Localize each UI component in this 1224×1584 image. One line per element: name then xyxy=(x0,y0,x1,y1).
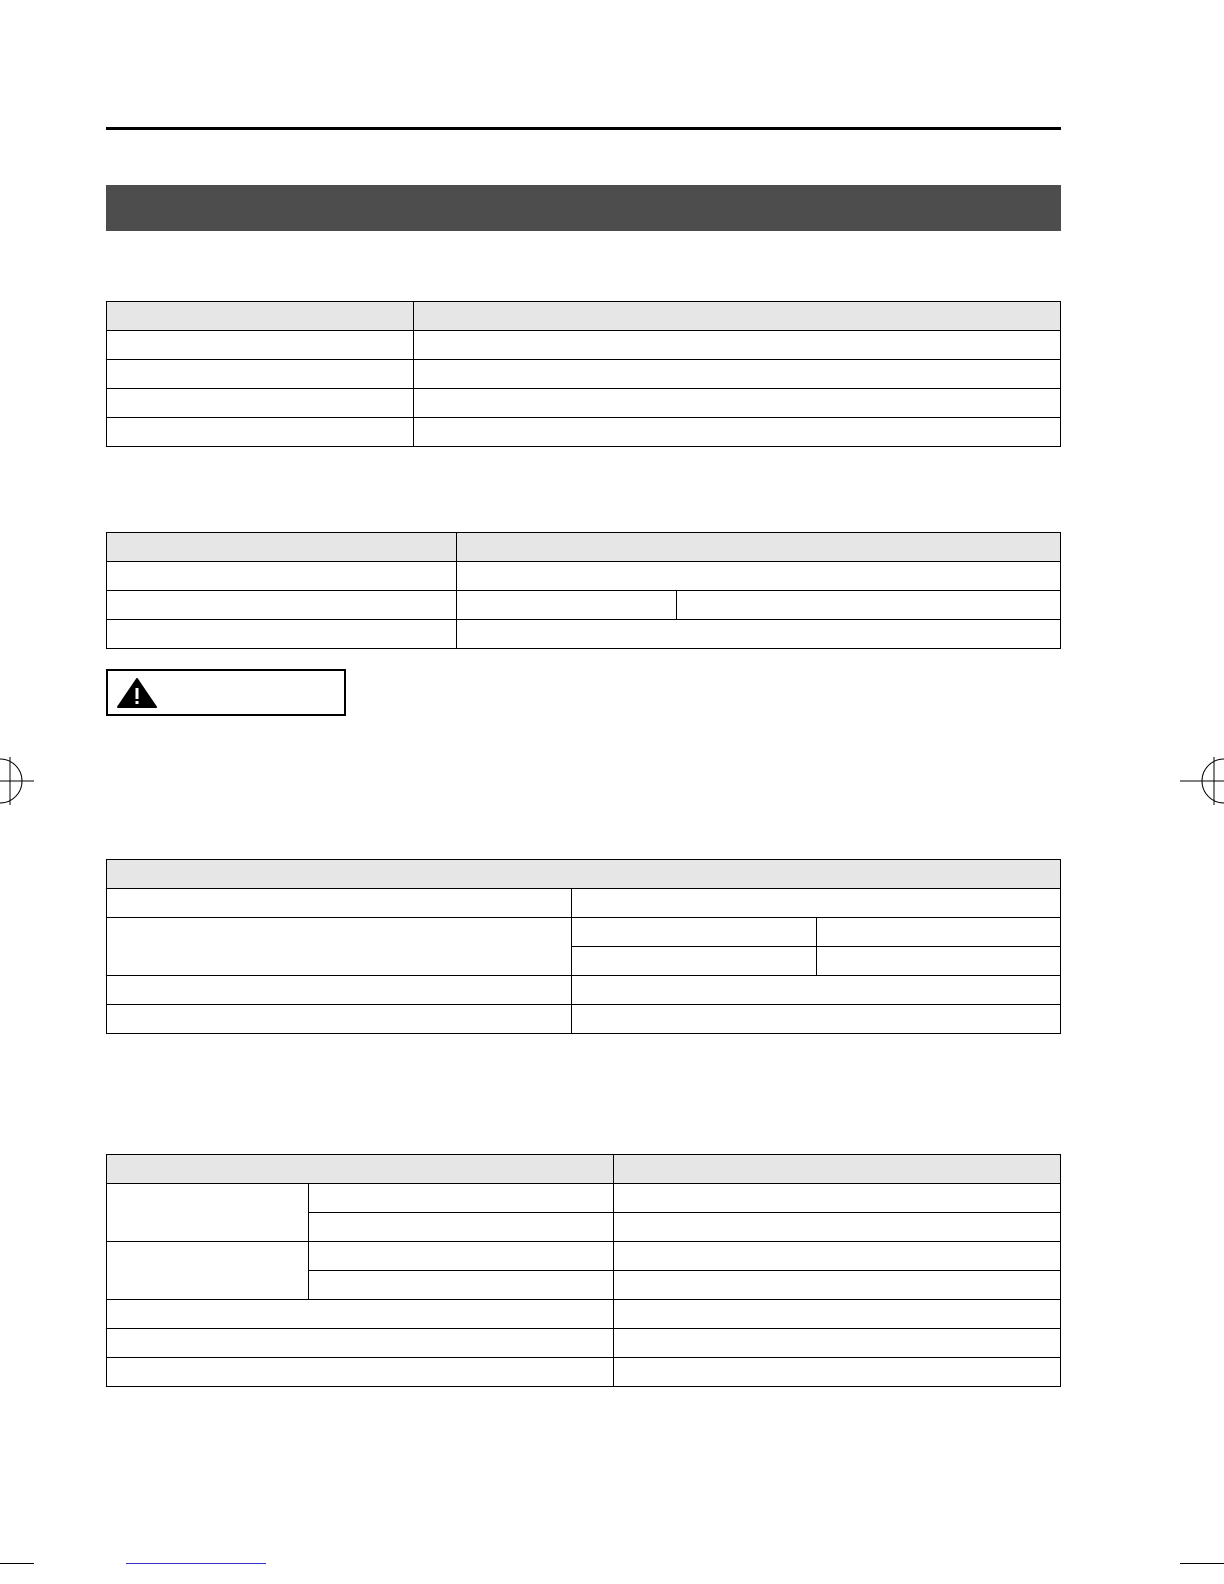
table-cell xyxy=(107,1300,614,1329)
table-header-cell xyxy=(107,302,414,331)
table-header-row xyxy=(107,1155,1061,1184)
section-title-banner xyxy=(106,185,1061,231)
table-row xyxy=(107,418,1061,447)
table-row xyxy=(107,1184,1061,1213)
table-cell xyxy=(309,1271,614,1300)
table-cell xyxy=(572,918,817,947)
table-cell xyxy=(107,889,572,918)
table-row xyxy=(107,1242,1061,1271)
header-rule xyxy=(106,127,1061,130)
table-cell xyxy=(614,1213,1061,1242)
registration-crosshair-icon xyxy=(0,757,34,805)
table-row xyxy=(107,1005,1061,1034)
table-row xyxy=(107,591,1061,620)
table-row xyxy=(107,889,1061,918)
spec-table-4 xyxy=(106,1154,1061,1387)
table-row xyxy=(107,1300,1061,1329)
table-cell xyxy=(107,360,414,389)
spec-table-1 xyxy=(106,301,1061,447)
table-row xyxy=(107,331,1061,360)
table-cell xyxy=(107,389,414,418)
bottom-crop-line-right xyxy=(1180,1563,1224,1564)
table-cell xyxy=(309,1242,614,1271)
table-row xyxy=(107,562,1061,591)
table-cell xyxy=(614,1300,1061,1329)
table-cell xyxy=(107,1329,614,1358)
table-cell xyxy=(309,1213,614,1242)
table-header-cell xyxy=(614,1155,1061,1184)
table-cell xyxy=(457,562,1061,591)
table-header-row xyxy=(107,533,1061,562)
table-cell xyxy=(107,562,457,591)
table-cell xyxy=(414,389,1061,418)
table-cell xyxy=(614,1329,1061,1358)
table-header-row xyxy=(107,302,1061,331)
table-cell xyxy=(614,1271,1061,1300)
table-row xyxy=(107,1329,1061,1358)
table-cell xyxy=(572,1005,1061,1034)
table-cell xyxy=(457,591,677,620)
table-row xyxy=(107,918,1061,947)
table-cell xyxy=(107,918,572,976)
table-cell xyxy=(107,1358,614,1387)
warning-triangle-icon xyxy=(116,677,158,709)
table-cell xyxy=(572,976,1061,1005)
table-cell xyxy=(107,1184,309,1242)
table-cell xyxy=(107,1005,572,1034)
table-cell xyxy=(107,418,414,447)
table-row xyxy=(107,1358,1061,1387)
table-cell xyxy=(572,889,1061,918)
table-row xyxy=(107,620,1061,649)
table-cell xyxy=(107,976,572,1005)
table-cell xyxy=(614,1358,1061,1387)
table-cell xyxy=(414,418,1061,447)
table-cell xyxy=(107,331,414,360)
table-row xyxy=(107,360,1061,389)
table-header-cell xyxy=(107,533,457,562)
warning-label-box xyxy=(106,669,346,716)
table-cell xyxy=(107,591,457,620)
table-cell xyxy=(677,591,1061,620)
spec-table-2 xyxy=(106,532,1061,649)
table-header-cell xyxy=(457,533,1061,562)
table-cell xyxy=(107,620,457,649)
table-header-cell xyxy=(414,302,1061,331)
table-cell xyxy=(309,1184,614,1213)
table-cell xyxy=(614,1184,1061,1213)
table-header-cell xyxy=(107,1155,614,1184)
table-cell xyxy=(457,620,1061,649)
registration-crosshair-icon xyxy=(1180,757,1224,805)
bottom-crop-line-left xyxy=(0,1563,34,1564)
spec-table-3 xyxy=(106,859,1061,1034)
table-row xyxy=(107,389,1061,418)
footer-link-underline xyxy=(126,1563,266,1564)
table-row xyxy=(107,976,1061,1005)
table-cell xyxy=(817,947,1061,976)
table-header-cell xyxy=(107,860,1061,889)
table-cell xyxy=(414,360,1061,389)
table-cell xyxy=(107,1242,309,1300)
table-header-row xyxy=(107,860,1061,889)
table-cell xyxy=(414,331,1061,360)
table-cell xyxy=(614,1242,1061,1271)
table-cell xyxy=(572,947,817,976)
table-cell xyxy=(817,918,1061,947)
